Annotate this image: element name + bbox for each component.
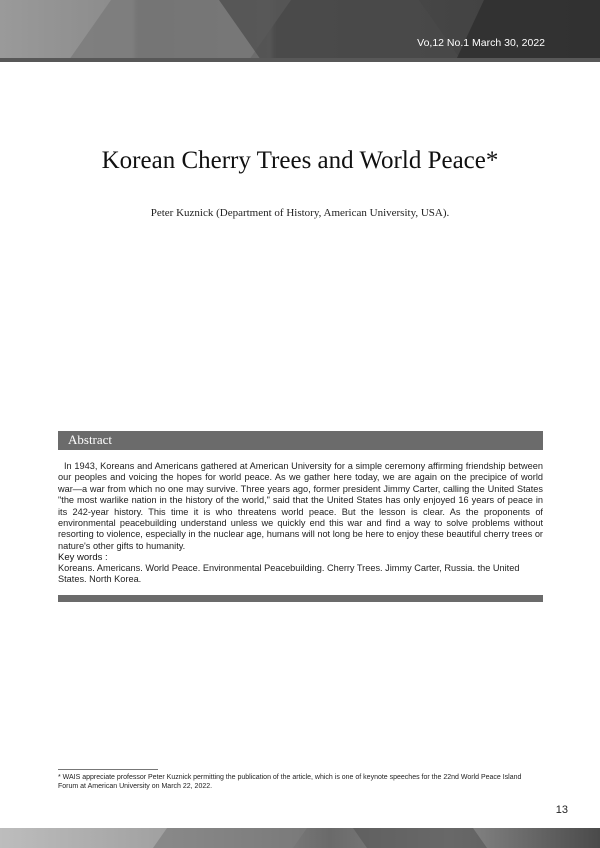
footer-decoration [346, 828, 494, 848]
header-decoration [442, 0, 600, 58]
article-title: Korean Cherry Trees and World Peace* [101, 147, 499, 174]
abstract-heading: Abstract [68, 432, 113, 447]
header-rule [0, 58, 600, 62]
issue-info: Vo,12 No.1 March 30, 2022 [417, 37, 545, 49]
keywords-label: Key words : [58, 552, 108, 563]
section-divider [58, 595, 543, 602]
footnote-rule [58, 769, 158, 770]
footer-band [0, 828, 600, 848]
abstract-text: In 1943, Koreans and Americans gathered at American University for a simple ceremony affirming friendship between our peoples and voicing the hopes for world peace. As we gather here today, we are again on the precipice of world war—a war from which no one may survive. Three years ago, former president Jimmy Carter, calling the United States "the most warlike nation in the history of the world," said that the United States has only enjoyed 16 years of peace in its 242-year history. This time it is who threatens world peace. But the lesson is clear. As the proponents of environmental peacebuilding understand unless we quickly end this war and find a way to solve problems without resorting to violence, especially in the nuclear age, humans will not long be here to enjoy these beautiful cherry trees or nature's other gifts to humanity. [58, 461, 543, 551]
footnote: * WAIS appreciate professor Peter Kuznick permitting the publication of the article, which is one of keynote speeches for the 22nd World Peace Island Forum at American University on March 22, 2022. [58, 774, 522, 790]
header-band [0, 0, 600, 58]
author-line: Peter Kuznick (Department of History, American University, USA). [150, 207, 450, 219]
footer-decoration [146, 828, 314, 848]
page-number: 13 [555, 804, 568, 816]
abstract-heading-bar [58, 431, 543, 450]
keywords-text: Koreans. Americans. World Peace. Environmental Peacebuilding. Cherry Trees. Jimmy Carter, Russia. the United States. North Korea. [58, 563, 520, 585]
